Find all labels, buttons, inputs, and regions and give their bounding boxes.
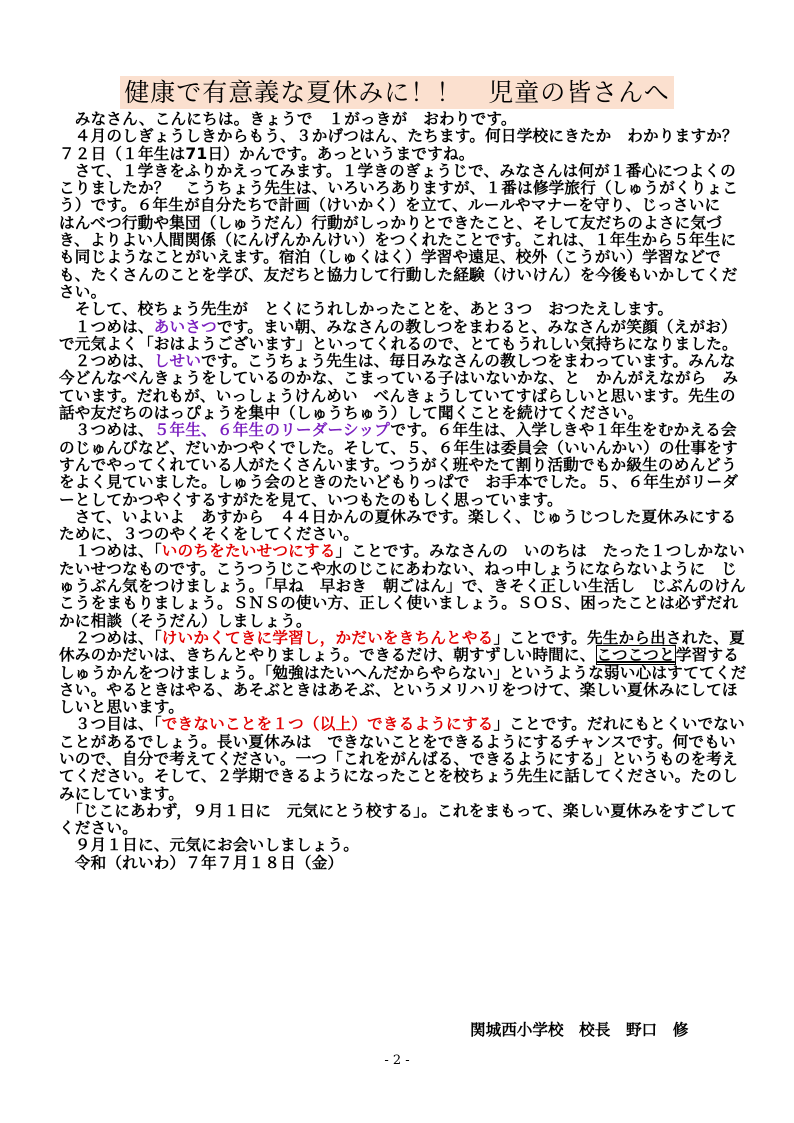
highlight-aisatsu: あいさつ <box>153 317 217 336</box>
paragraph-three-things: そして、校ちょう先生が とくにうれしかったことを、あと３つ おつたえします。 <box>59 300 674 319</box>
text: １つめは、「 <box>59 542 162 561</box>
paragraph-greeting: みなさん、こんにちは。きょうで １がっきが おわりです。 <box>59 110 517 128</box>
paragraph-summer: さて、いよいよ あすから ４４日かんの夏休みです。楽しく、じゅうじつした夏休みにするために、３つのやくそくをしてください。 <box>59 507 737 544</box>
text: １つめは、 <box>59 317 154 336</box>
text: 学習するしゅうかんをつけましょう。「勉強はたいへんだからやらない」というような弱い心はすててください。やるときはやる、あそぶときはあそぶ、というメリハリをつけて、楽しい夏休みにしてほしいと思います。 <box>59 646 747 717</box>
paragraph-intro: ４月のしぎょうしきからもう、３かげつはん、たちます。何日学校にきたか わかりますか？ ７２日（１年生は71日）かんです。あっというまですね。 <box>59 127 754 163</box>
paragraph-closing: ９月１日に、元気にお会いしましょう。 <box>59 836 360 855</box>
emphasis-safety: じこにあわず，９月１日に 元気にとう校する <box>82 801 414 820</box>
signature: 関城西小学校 校長 野口 修 <box>470 1021 689 1039</box>
paragraph-safety <box>59 803 751 838</box>
text: ３つ目は、「 <box>59 715 162 734</box>
text: 」。これをまもって、楽しい夏休みをすごしてください。 <box>59 801 737 838</box>
paragraph-greeting-habit <box>59 319 751 354</box>
highlight-study: けいかくてきに学習し，かだいをきちんとやる <box>161 628 494 647</box>
highlight-shisei: しせい <box>153 352 202 371</box>
page-title: 健康で有意義な夏休みに！！ 児童の皆さんへ <box>120 76 674 109</box>
letter-body <box>59 110 761 872</box>
paragraph-promise-1 <box>59 542 761 630</box>
paragraph-promise-3 <box>59 716 751 802</box>
paragraph-date: 令和（れいわ）７年７月１８日（金） <box>59 853 344 872</box>
text: ２つめは、「 <box>59 628 162 647</box>
text: です。６年生は、入学しきや１年生をむかえる会のじゅんびなど、だいかつやくでした。そして、５、６年生は委員会（いいんかい）の仕事をすすんでやってくれている人がたくさんいます。つうがく班やたて割り活動でもか級生のめんどうをよく見ていました。しゅう会のときのたいどもりっぱで お手本でした。５、６年生がリーダーとしてかつやくするすがたを見て、いつもたのもしく思っています。 <box>59 421 739 509</box>
paragraph-leadership <box>59 422 751 508</box>
text: 」ことです。だれにもとくいでないことがあるでしょう。長い夏休みは できないことをできるようにするチャンスです。何でもいいので、自分で考えてください。一つ「これをがんばる、できるようにする」というものを考えてください。そして、２学期できるようになったことを校ちょう先生に話してください。たのしみにしています。 <box>59 715 745 803</box>
text: ２つめは、 <box>59 352 154 371</box>
text: 「 <box>59 801 83 820</box>
paragraph-reflection: さて、１学きをふりかえってみます。１学きのぎょうじで、みなさんは何が１番心につよくのこりましたか？ こうちょう先生は、いろいろありますが、１番は修学旅行（しゅうがくりょこう）です。６年生が自分たちで計画（けいかく）を立て、ルールやマナーを守り、じっさいに はんべつ行動や集団（しゅうだん）行動がしっかりとできたこと、そして友だちのよさに気づき、よりよい人間関係（にんげんかんけい）をつくれたことです。これは、１年生から５年生にも同じようなことがいえます。宿泊（しゅくはく）学習や遠足、校外（こうがい）学習などでも、たくさんのことを学び、友だちと協力して行動した経験（けいけん）を今後もいかしてください。 <box>59 161 739 301</box>
title-container <box>0 76 794 109</box>
highlight-life: いのちをたいせつにする <box>161 542 336 561</box>
text: 」ことです。先生から出された、夏休みのかだいは、きちんとやりましょう。できるだけ、朝すずしい時間に、 <box>59 628 745 665</box>
highlight-challenge: できないことを１つ（以上）できるようにする <box>161 715 494 734</box>
text: です。こうちょう先生は、毎日みなさんの教しつをまわっています。みんな今どんなべんきょうをしているのかな、こまっている子はいないかな、と かんがえながら みています。だれもが、いっしょうけんめい べんきょうしていてすばらしいと思います。先生の話や友だちのはっぴょうを集中（しゅうちゅう）して聞くことを続けてください。 <box>59 352 739 423</box>
text: ３つめは、 <box>59 421 154 440</box>
highlight-leadership: ５年生、６年生のリーダーシップ <box>153 421 391 440</box>
text: 」ことです。みなさんの いのちは たった１つしかない たいせつなものです。こうつうじこや水のじこにあわない、ねっ中しょうにならないように じゅうぶん気をつけましょう。「早ね 早おき 朝ごはん」で、きそく正しい生活し じぶんのけんこうをまもりましょう。ＳＮＳの使い方、正しく使いましょう。ＳＯＳ、困ったことは必ずだれかに相談（そうだん）しましょう。 <box>59 542 761 630</box>
page-number: - 2 - <box>384 1053 410 1068</box>
paragraph-promise-2 <box>59 630 751 716</box>
paragraph-posture <box>59 353 751 422</box>
text: です。まい朝、みなさんの教しつをまわると、みなさんが笑顔（えがお）で元気よく「おはようございます」といってくれるので、とてもうれしい気持ちになりました。 <box>59 317 738 353</box>
emphasis-kotsukotsu: こつこつと <box>596 646 675 665</box>
